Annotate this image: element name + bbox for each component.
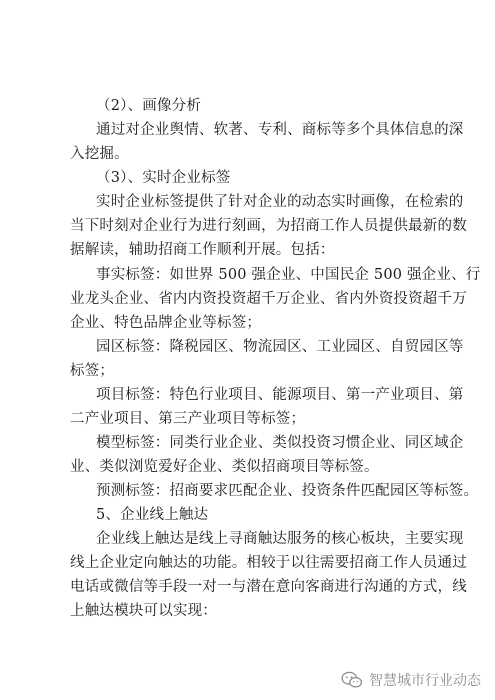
paragraph-line: 实时企业标签提供了针对企业的动态实时画像，在检索的 <box>96 194 464 210</box>
paragraph-line: 业龙头企业、省内内资投资超千万企业、省内外资投资超千万 <box>70 291 467 307</box>
paragraph-line: 园区标签：降税园区、物流园区、工业园区、自贸园区等 <box>96 339 464 355</box>
paragraph-line: 据解读，辅助招商工作顺利开展。包括： <box>70 242 335 258</box>
paragraph-line: 通过对企业舆情、软著、专利、商标等多个具体信息的深 <box>96 122 464 138</box>
heading-realtime-tags: （3）、实时企业标签 <box>96 170 231 186</box>
paragraph-line: 项目标签：特色行业项目、能源项目、第一产业项目、第 <box>96 387 464 403</box>
paragraph-line: 二产业项目、第三产业项目等标签； <box>70 411 306 427</box>
wechat-icon <box>341 671 363 689</box>
paragraph-line: 业、类似浏览爱好企业、类似招商项目等标签。 <box>70 459 379 475</box>
paragraph-line: 电话或微信等手段一对一与潜在意向客商进行沟通的方式，线 <box>70 579 467 595</box>
paragraph-line: 企业线上触达是线上寻商触达服务的核心板块，主要实现 <box>96 531 464 547</box>
paragraph-line: 上触达模块可以实现： <box>70 603 217 619</box>
watermark <box>341 670 481 690</box>
paragraph-line: 事实标签：如世界 500 强企业、中国民企 500 强企业、行 <box>96 267 481 283</box>
paragraph-line: 企业、特色品牌企业等标签； <box>70 315 262 331</box>
paragraph-line: 预测标签：招商要求匹配企业、投资条件匹配园区等标签。 <box>96 483 479 499</box>
paragraph-line: 入挖掘。 <box>70 146 129 162</box>
heading-portrait-analysis: （2）、画像分析 <box>96 98 202 114</box>
paragraph-line: 模型标签：同类行业企业、类似投资习惯企业、同区域企 <box>96 435 464 451</box>
paragraph-line: 当下时刻对企业行为进行刻画，为招商工作人员提供最新的数 <box>70 218 467 234</box>
paragraph-line: 标签； <box>70 363 115 379</box>
heading-online-reach: 5、企业线上触达 <box>96 507 209 523</box>
watermark-text: 智慧城市行业动态 <box>369 673 481 689</box>
paragraph-line: 线上企业定向触达的功能。相较于以往需要招商工作人员通过 <box>70 555 467 571</box>
